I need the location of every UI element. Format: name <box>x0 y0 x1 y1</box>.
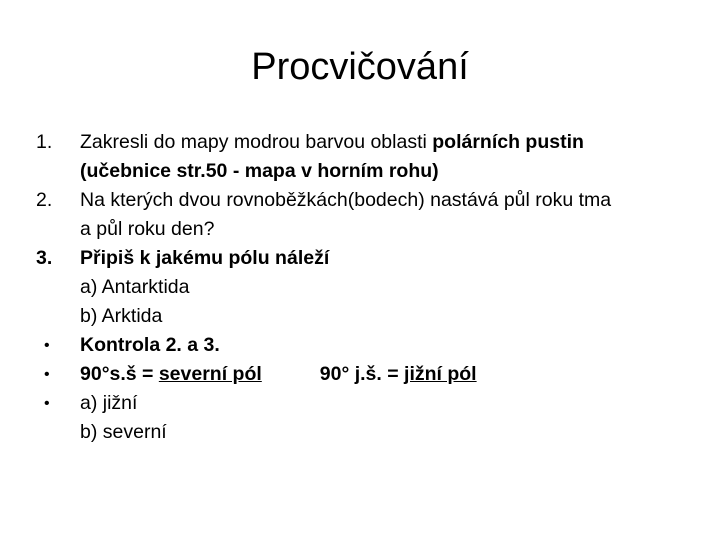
item-text: Zakresli do mapy modrou barvou oblasti <box>80 131 433 153</box>
bullet-text: a) jižní <box>80 392 138 414</box>
numbered-item-2 <box>36 186 696 215</box>
bullet-icon: • <box>44 366 50 383</box>
numbered-item-1 <box>36 128 696 157</box>
item-number: 1. <box>36 131 53 153</box>
slide-title: Procvičování <box>251 46 469 88</box>
bullet-icon: • <box>44 395 50 412</box>
numbered-item-3 <box>36 244 696 273</box>
item-text: a půl roku den? <box>80 218 215 240</box>
item-bold-text: polárních pustin <box>432 131 584 153</box>
bullet-text: Kontrola 2. a 3. <box>80 334 220 356</box>
item-text: Na kterých dvou rovnoběžkách(bodech) nastává půl roku tma <box>80 189 612 211</box>
bullet-item-3 <box>36 389 696 418</box>
bullet-item-3-continuation <box>36 418 696 447</box>
bullet-item-2 <box>36 360 696 389</box>
item-bold-text: Připiš k jakému pólu náleží <box>80 247 330 269</box>
numbered-item-2-continuation <box>36 215 696 244</box>
bullet-icon: • <box>44 337 50 354</box>
underlined-answer: severní pól <box>158 363 262 385</box>
item-text: b) Arktida <box>80 305 163 327</box>
bullet-text: 90° j.š. = <box>319 363 405 385</box>
underlined-answer: jižní pól <box>404 363 477 385</box>
bullet-text: 90°s.š = <box>80 363 159 385</box>
numbered-item-3-option-a <box>36 273 696 302</box>
numbered-item-3-option-b <box>36 302 696 331</box>
item-text: a) Antarktida <box>80 276 190 298</box>
item-number: 2. <box>36 189 53 211</box>
numbered-item-1-continuation <box>36 157 696 186</box>
bullet-text: b) severní <box>80 421 167 443</box>
slide-content <box>36 128 696 447</box>
item-bold-text: (učebnice str.50 - mapa v horním rohu) <box>80 160 439 182</box>
item-number: 3. <box>36 247 53 269</box>
bullet-item-1 <box>36 331 696 360</box>
